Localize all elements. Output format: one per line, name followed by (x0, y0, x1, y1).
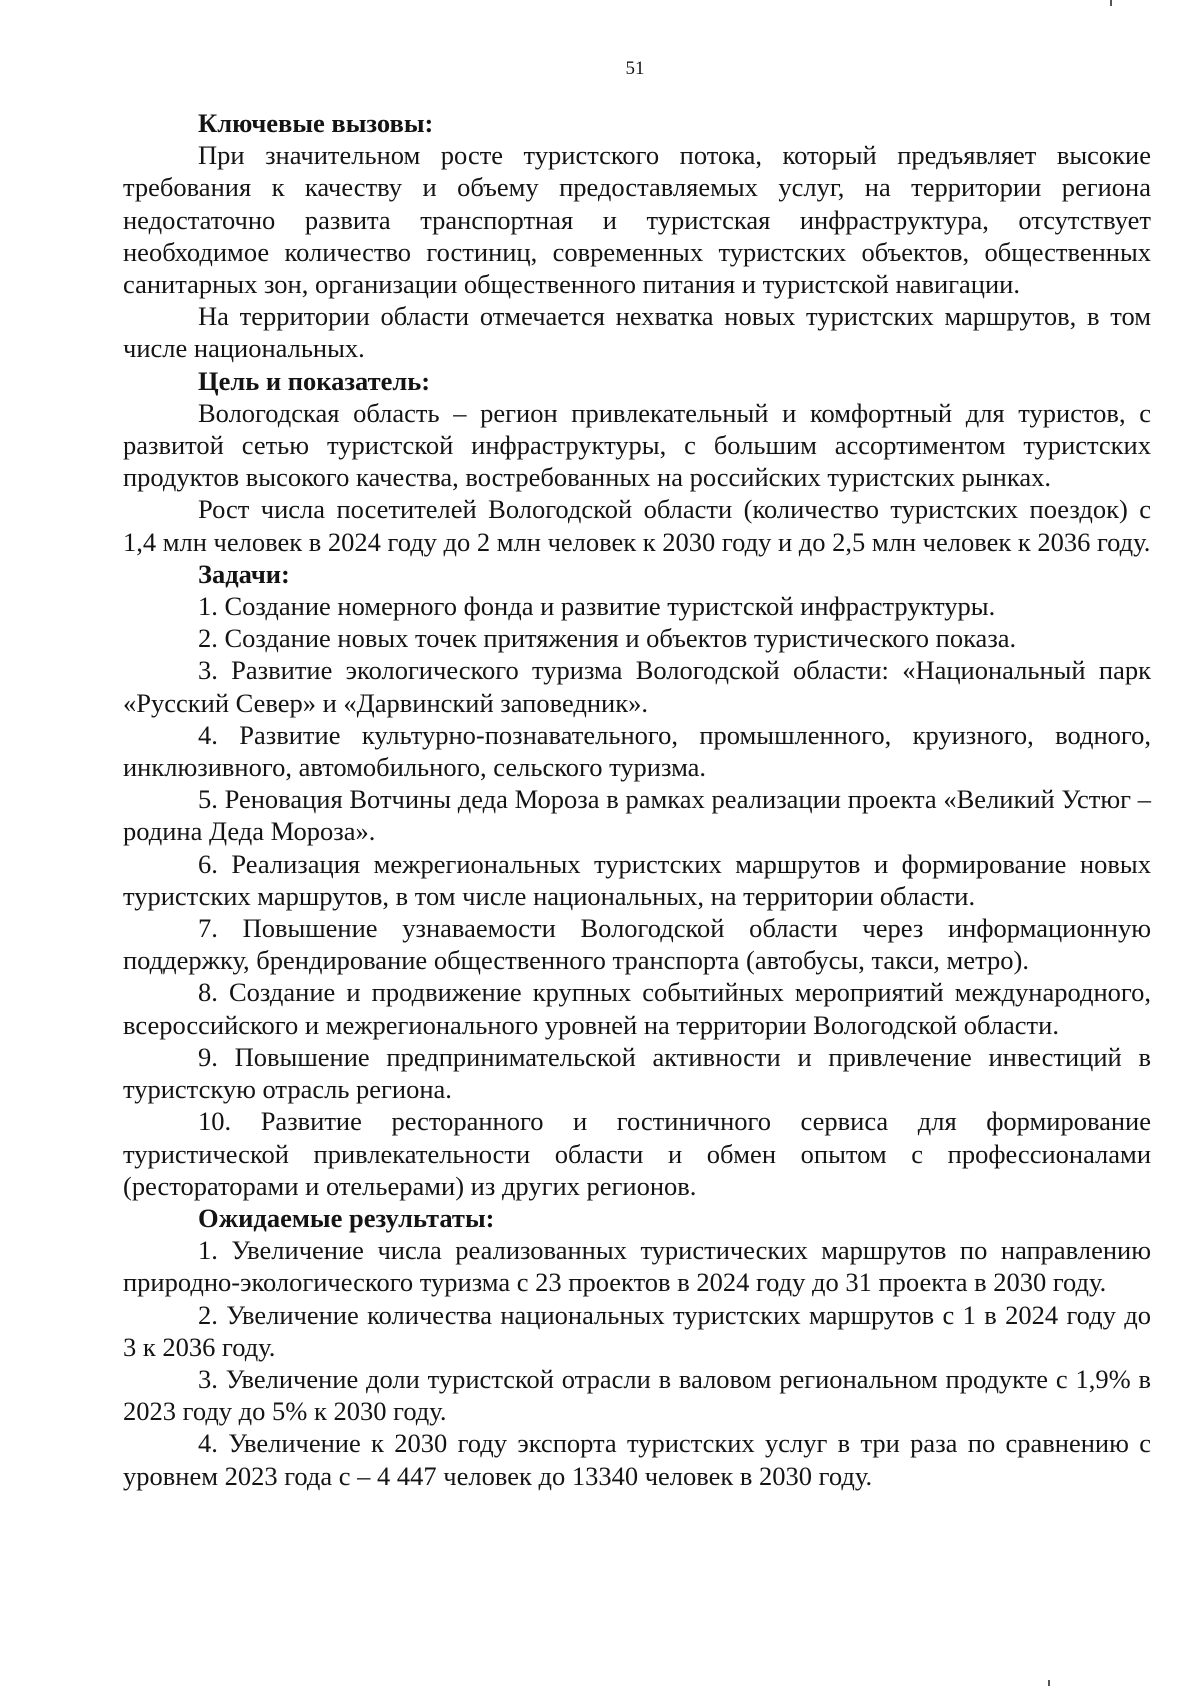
challenges-paragraph: При значительном росте туристского потока, который предъявляет высокие требования к качеству и объему предоставляемых услуг, на территории региона недостаточно развита транспортная и туристская инфраструктура, отсутствует необходимое количество гостиниц, современных туристских объектов, общественных санитарных зон, организации общественного питания и туристской навигации. (123, 140, 1151, 300)
task-item: 9. Повышение предпринимательской активности и привлечение инвестиций в туристскую отрасль региона. (123, 1041, 1151, 1105)
scan-mark (1048, 1680, 1050, 1686)
task-item: 7. Повышение узнаваемости Вологодской области через информационную поддержку, брендирование общественного транспорта (автобусы, такси, метро). (123, 913, 1151, 976)
result-item: 1. Увеличение числа реализованных туристических маршрутов по направлению природно-экологического туризма с 23 проектов в 2024 году до 31 проекта в 2030 году. (123, 1235, 1151, 1298)
page-number: 51 (625, 58, 645, 79)
task-item: 10. Развитие ресторанного и гостиничного сервиса для формирование туристической привлекательности области и обмен опытом с профессионалами (рестораторами и отельерами) из других регионов. (123, 1106, 1151, 1201)
task-item: 3. Развитие экологического туризма Вологодской области: «Национальный парк «Русский Север» и «Дарвинский заповедник». (123, 655, 1151, 718)
goal-heading: Цель и показатель: (198, 365, 431, 396)
result-item: 2. Увеличение количества национальных туристских маршрутов с 1 в 2024 году до 3 к 2036 году. (123, 1299, 1151, 1362)
task-item: 8. Создание и продвижение крупных событийных мероприятий международного, всероссийского и межрегионального уровней на территории Вологодской области. (123, 977, 1151, 1040)
task-item: 4. Развитие культурно-познавательного, промышленного, круизного, водного, инклюзивного, автомобильного, сельского туризма. (123, 719, 1151, 783)
results-heading: Ожидаемые результаты: (198, 1202, 495, 1233)
challenges-heading: Ключевые вызовы: (198, 108, 434, 138)
goal-paragraph: Вологодская область – регион привлекательный и комфортный для туристов, с развитой сетью туристской инфраструктуры, с большим ассортиментом туристских продуктов высокого качества, востребованных на российских туристских рынках. (123, 397, 1151, 493)
task-item: 5. Реновация Вотчины деда Мороза в рамках реализации проекта «Великий Устюг – родина Деда Мороза». (123, 784, 1151, 847)
task-item: 6. Реализация межрегиональных туристских маршрутов и формирование новых туристских маршрутов, в том числе национальных, на территории области. (123, 848, 1151, 911)
result-item: 3. Увеличение доли туристской отрасли в валовом региональном продукте с 1,9% в 2023 году до 5% к 2030 году. (123, 1363, 1151, 1427)
challenges-paragraph: На территории области отмечается нехватка новых туристских маршрутов, в том числе национальных. (123, 301, 1151, 364)
scan-mark (1110, 0, 1112, 6)
task-item: 1. Создание номерного фонда и развитие туристской инфраструктуры. (198, 591, 996, 622)
tasks-heading: Задачи: (198, 558, 290, 589)
task-item: 2. Создание новых точек притяжения и объектов туристического показа. (198, 623, 1017, 654)
goal-indicator-paragraph: Рост числа посетителей Вологодской области (количество туристских поездок) с 1,4 млн человек в 2024 году до 2 млн человек к 2030 году и до 2,5 млн человек к 2036 году. (123, 494, 1151, 557)
result-item: 4. Увеличение к 2030 году экспорта туристских услуг в три раза по сравнению с уровнем 2023 года с – 4 447 человек до 13340 человек в 2030 году. (123, 1428, 1151, 1491)
document-body (123, 107, 1151, 1492)
